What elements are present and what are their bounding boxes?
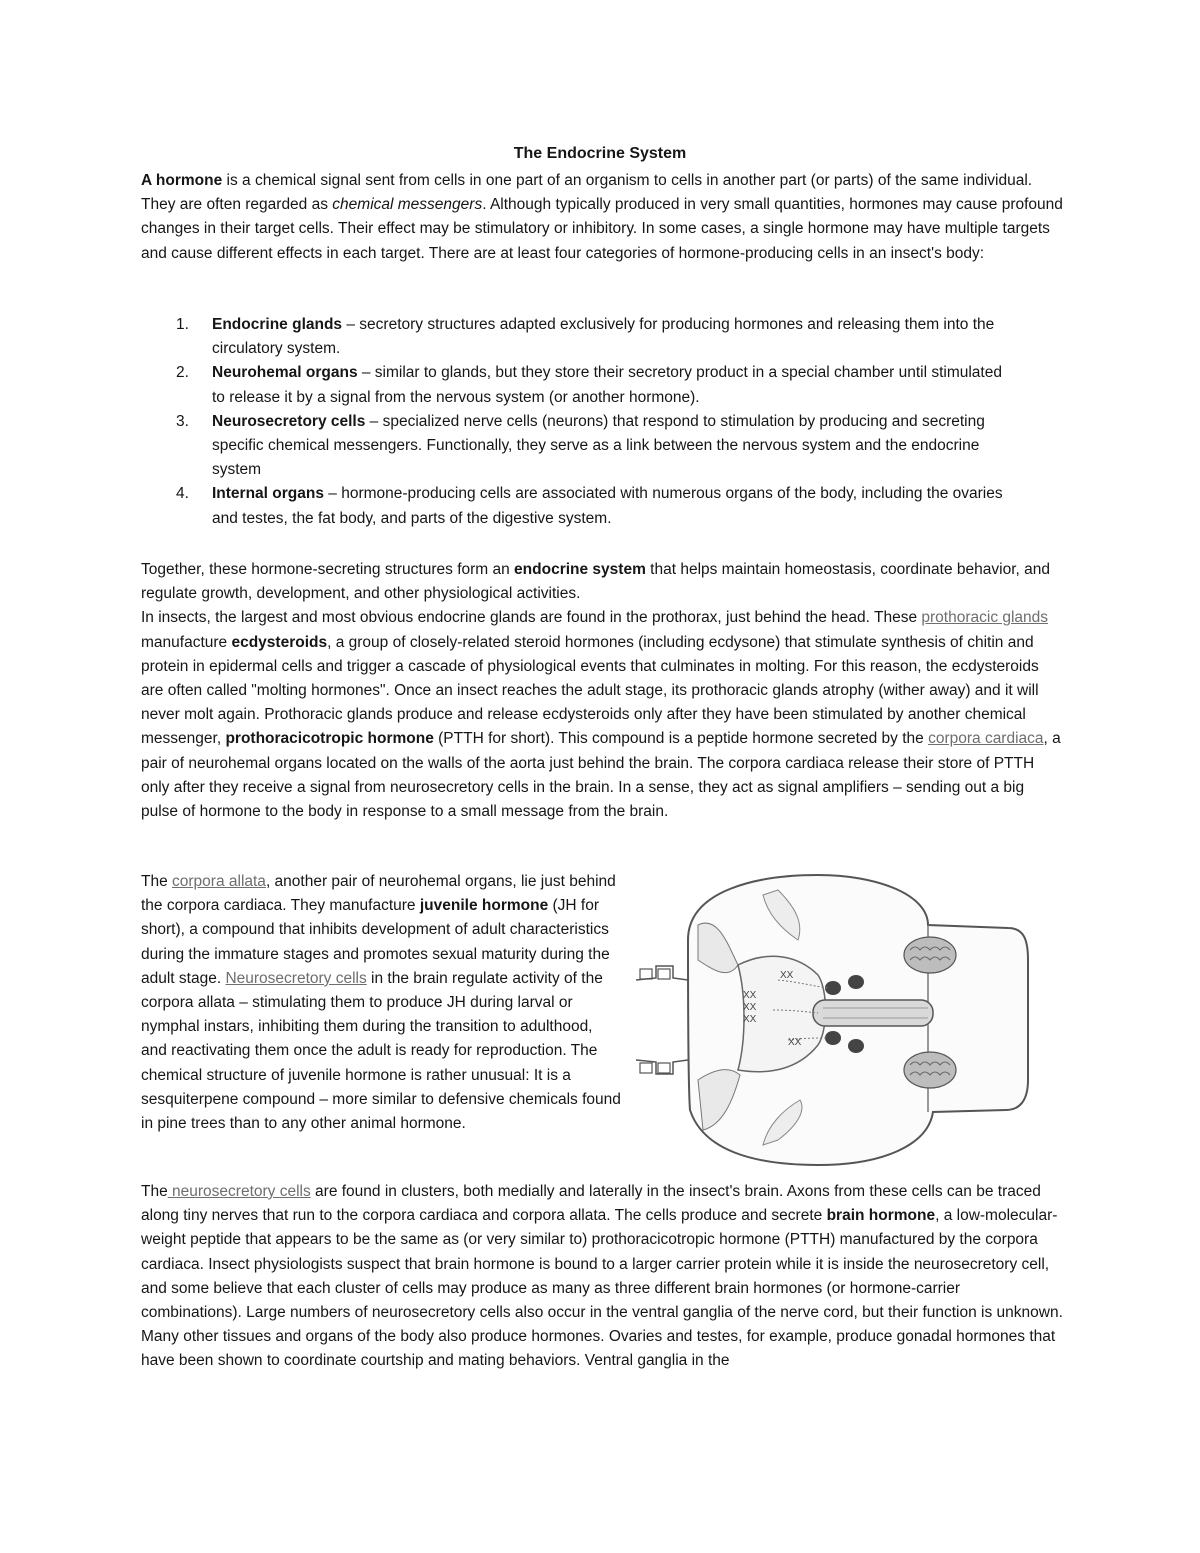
- prothorax-text-3: , a group of closely-related steroid hormones (including ecdysone) that stimulate synthesis of chitin and protein in epidermal cells and trigger a cascade of physiological events that culminates in molting. For this reason, the ecdysteroids are often called "molting hormones". Once an insect reaches the adult stage, its prothoracic glands atrophy (wither away) and it will never molt again. Prothoracic glands produce and release ecdysteroids only after they have been stimulated by another chemical messenger,: [141, 633, 1039, 748]
- list-term: Neurohemal organs: [212, 364, 358, 382]
- antenna-upper: [636, 966, 688, 980]
- neurosecretory-mark: XX: [743, 1002, 757, 1013]
- lower-paragraphs: [141, 1180, 1063, 1374]
- list-term: Neurosecretory cells: [212, 412, 366, 430]
- list-text: – hormone-producing cells are associated with numerous organs of the body, including the ovaries and testes, the fat body, and parts of the digestive system.: [212, 485, 1003, 527]
- prothoracic-glands-link[interactable]: prothoracic glands: [921, 609, 1049, 627]
- list-number: 4.: [176, 485, 189, 503]
- page-title: The Endocrine System: [513, 145, 687, 162]
- intro-text-2: . Although typically produced in very small quantities, hormones may cause profound changes in their target cells. Their effect may be stimulatory or inhibitory. In some cases, a single hormone may have multiple targets and cause different effects in each target. There are at least four categories of hormone-producing cells in an insect's body:: [141, 196, 1063, 262]
- antenna-segment: [640, 1063, 652, 1073]
- prothorax-term-2: prothoracicotropic hormone: [225, 730, 434, 748]
- neuro-text-2: are found in clusters, both medially and laterally in the insect's brain. Axons from these cells can be traced along tiny nerves that run to the corpora cardiaca and corpora allata. The cells produce and secrete: [141, 1183, 1041, 1225]
- corpora-cardiaca-link[interactable]: corpora cardiaca: [928, 730, 1044, 748]
- neuro-text-3: , a low-molecular-weight peptide that appears to be the same as (or very similar to) prothoracicotropic hormone (PTTH) manufactured by the corpora cardiaca. Insect physiologists suspect that brain hormone is bound to a larger carrier protein while it is inside the neurosecretory cell, and some believe that each cluster of cells may produce as many as three different brain hormones (or hormone-carrier combinations). Large numbers of neurosecretory cells also occur in the ventral ganglia of the nerve cord, but their function is unknown.: [141, 1207, 1063, 1322]
- intro-text-1: is a chemical signal sent from cells in one part of an organism to cells in another part (or parts) of the same individual. They are often regarded as: [141, 172, 1033, 214]
- gland-upper: [904, 937, 956, 973]
- intro-term: A hormone: [141, 172, 223, 189]
- prothorax-text-5: , a pair of neurohemal organs located on the walls of the aorta just behind the brain. The corpora cardiaca release their store of PTTH only after they receive a signal from neurosecretory cells in the brain. In a sense, they act as signal amplifiers – sending out a big pulse of hormone to the body in response to a small message from the brain.: [141, 730, 1061, 821]
- prothorax-term-1: ecdysteroids: [231, 633, 328, 651]
- together-text-1: Together, these hormone-secreting structures form an: [141, 561, 515, 578]
- antenna-segment: [640, 969, 652, 979]
- allata-term: juvenile hormone: [419, 897, 549, 915]
- corpora-allata-upper: [848, 975, 864, 989]
- neurosecretory-mark: XX: [743, 990, 757, 1001]
- list-text: – specialized nerve cells (neurons) that respond to stimulation by producing and secreting specific chemical messengers. Functionally, they serve as a link between the nervous system and the endocrine system: [212, 412, 985, 479]
- intro-emphasis: chemical messengers: [332, 196, 483, 214]
- list-number: 2.: [176, 364, 189, 382]
- together-paragraph: [141, 558, 1063, 606]
- insect-brain-illustration: [628, 870, 1030, 1170]
- list-item: [141, 410, 1011, 483]
- list-item: [141, 482, 1011, 530]
- allata-text-4: in the brain regulate activity of the corpora allata – stimulating them to produce JH during larval or nymphal instars, inhibiting them during the transition to adulthood, and reactivating them once the adult is ready for reproduction. The chemical structure of juvenile hormone is rather unusual: It is a sesquiterpene compound – more similar to defensive chemicals found in pine trees than to any other animal hormone.: [141, 969, 621, 1133]
- list-item: [141, 361, 1011, 409]
- intro-paragraph: [141, 169, 1063, 266]
- antenna-lower: [636, 1060, 688, 1074]
- neuro-term: brain hormone: [826, 1207, 936, 1225]
- list-text: – similar to glands, but they store their secretory product in a special chamber until stimulated to release it by a signal from the nervous system (or another hormone).: [212, 364, 1002, 406]
- list-term: Endocrine glands: [212, 316, 343, 333]
- neurosecretory-mark: XX: [788, 1037, 802, 1048]
- other-hormones-paragraph: Many other tissues and organs of the body also produce hormones. Ovaries and testes, for example, produce gonadal hormones that have been shown to coordinate courtship and mating behaviors. Ventral ganglia in the: [141, 1328, 1056, 1370]
- allata-text-3: (JH for short), a compound that inhibits development of adult characteristics during the immature stages and promotes sexual maturity during the adult stage.: [141, 897, 610, 987]
- corpora-allata-lower: [848, 1039, 864, 1053]
- list-term: Internal organs: [212, 485, 324, 503]
- prothorax-paragraph: [141, 606, 1063, 824]
- corpora-cardiaca-lower: [825, 1031, 841, 1045]
- prothorax-text-1: In insects, the largest and most obvious endocrine glands are found in the prothorax, just behind the head. These: [141, 609, 922, 627]
- neurosecretory-cells-link-2[interactable]: neurosecretory cells: [167, 1183, 311, 1200]
- prothorax-text-2: manufacture: [141, 633, 232, 651]
- together-term: endocrine system: [514, 561, 646, 578]
- allata-text-1: The: [141, 873, 173, 890]
- neurosecretory-paragraph: [141, 1180, 1063, 1325]
- neurosecretory-mark: XX: [743, 1014, 757, 1025]
- list-number: 1.: [176, 316, 189, 333]
- neurosecretory-mark: XX: [780, 970, 794, 981]
- list-item: [141, 313, 1011, 361]
- neuro-text-1: The: [141, 1183, 168, 1200]
- gland-lower: [904, 1052, 956, 1088]
- corpora-cardiaca-upper: [825, 981, 841, 995]
- corpora-allata-paragraph: [141, 870, 621, 1136]
- list-number: 3.: [176, 412, 189, 430]
- hormone-categories-list: [141, 313, 1011, 531]
- endocrine-system-paragraph: [141, 558, 1063, 824]
- neurosecretory-cells-link[interactable]: Neurosecretory cells: [225, 969, 367, 987]
- list-text: – secretory structures adapted exclusively for producing hormones and releasing them into the circulatory system.: [212, 316, 995, 358]
- corpora-allata-link[interactable]: corpora allata: [172, 873, 266, 890]
- brain-drawing-svg: [628, 870, 1030, 1170]
- antenna-segment: [658, 969, 670, 979]
- allata-text-2: , another pair of neurohemal organs, lie just behind the corpora cardiaca. They manufacture: [141, 873, 616, 915]
- prothorax-text-4: (PTTH for short). This compound is a peptide hormone secreted by the: [433, 730, 929, 748]
- aorta-tube: [813, 1000, 933, 1026]
- antenna-segment: [658, 1063, 670, 1073]
- together-text-2: that helps maintain homeostasis, coordinate behavior, and regulate growth, development, and other physiological activities.: [141, 561, 1050, 603]
